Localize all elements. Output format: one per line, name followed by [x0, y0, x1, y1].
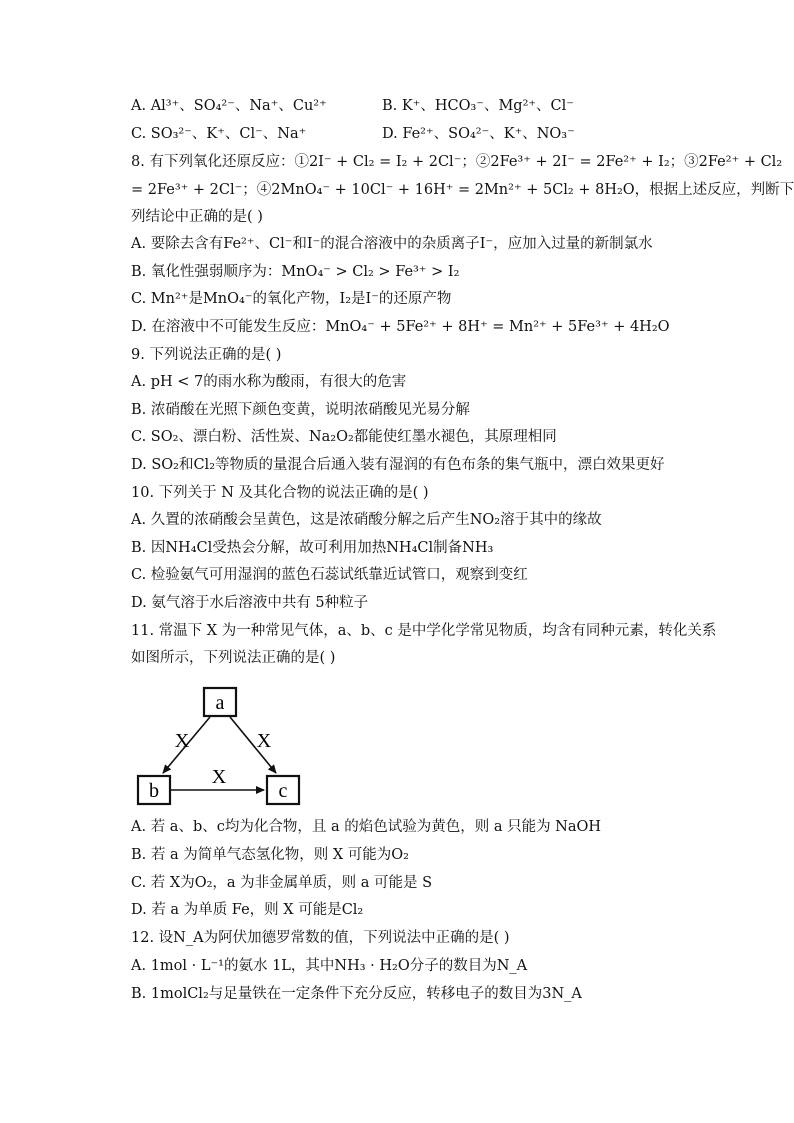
- q10-option-b: B. 因NH₄Cl受热会分解，故可利用加热NH₄Cl制备NH₃: [131, 540, 494, 556]
- conversion-diagram-svg: [130, 680, 310, 810]
- q7-option-a: A. Al³⁺、SO₄²⁻、Na⁺、Cu²⁺: [131, 98, 327, 114]
- q11-stem-line1: 11. 常温下 X 为一种常见气体，a、b、c 是中学化学常见物质，均含有同种元素，转化关系: [131, 623, 717, 639]
- q9-option-c: C. SO₂、漂白粉、活性炭、Na₂O₂都能使红墨水褪色，其原理相同: [131, 429, 557, 445]
- q10-option-a: A. 久置的浓硝酸会呈黄色，这是浓硝酸分解之后产生NO₂溶于其中的缘故: [131, 512, 602, 528]
- q11-stem-line2: 如图所示，下列说法正确的是( ): [131, 650, 336, 666]
- q11-option-d: D. 若 a 为单质 Fe，则 X 可能是Cl₂: [131, 902, 364, 918]
- q7-option-b: B. K⁺、HCO₃⁻、Mg²⁺、Cl⁻: [382, 98, 574, 114]
- q11-option-b: B. 若 a 为简单气态氢化物，则 X 可能为O₂: [131, 847, 409, 863]
- q11-option-c: C. 若 X为O₂，a 为非金属单质，则 a 可能是 S: [131, 875, 433, 891]
- q12-option-a: A. 1mol · L⁻¹的氨水 1L，其中NH₃ · H₂O分子的数目为N_A: [131, 958, 528, 974]
- edge-label-b-c: X: [211, 766, 227, 788]
- q10-option-c: C. 检验氨气可用湿润的蓝色石蕊试纸靠近试管口，观察到变红: [131, 567, 528, 583]
- q9-option-d: D. SO₂和Cl₂等物质的量混合后通入装有湿润的有色布条的集气瓶中，漂白效果更好: [131, 457, 665, 473]
- edge-label-a-b: X: [174, 730, 190, 752]
- q8-stem-line3: 列结论中正确的是( ): [131, 209, 263, 225]
- q8-stem-line2: = 2Fe³⁺ + 2Cl⁻；④2MnO₄⁻ + 10Cl⁻ + 16H⁺ = 2Mn²⁺ + 5Cl₂ + 8H₂O，根据上述反应，判断下: [131, 182, 794, 198]
- q9-stem: 9. 下列说法正确的是( ): [131, 347, 282, 363]
- q12-option-b: B. 1molCl₂与足量铁在一定条件下充分反应，转移电子的数目为3N_A: [131, 986, 582, 1002]
- q8-option-c: C. Mn²⁺是MnO₄⁻的氧化产物，I₂是I⁻的还原产物: [131, 291, 452, 307]
- q10-option-d: D. 氨气溶于水后溶液中共有 5种粒子: [131, 595, 369, 611]
- q8-stem-line1: 8. 有下列氧化还原反应：①2I⁻ + Cl₂ = I₂ + 2Cl⁻；②2Fe³⁺ + 2I⁻ = 2Fe²⁺ + I₂；③2Fe²⁺ + Cl₂: [131, 154, 783, 170]
- node-a-label: a: [215, 692, 225, 714]
- q9-option-a: A. pH < 7的雨水称为酸雨，有很大的危害: [131, 374, 407, 390]
- q11-option-a: A. 若 a、b、c均为化合物，且 a 的焰色试验为黄色，则 a 只能为 NaOH: [131, 819, 602, 835]
- q7-option-d: D. Fe²⁺、SO₄²⁻、K⁺、NO₃⁻: [382, 126, 575, 142]
- q9-option-b: B. 浓硝酸在光照下颜色变黄，说明浓硝酸见光易分解: [131, 402, 470, 418]
- node-b-label: b: [149, 780, 159, 802]
- q7-option-c: C. SO₃²⁻、K⁺、Cl⁻、Na⁺: [131, 126, 307, 142]
- edge-label-a-c: X: [256, 730, 272, 752]
- q10-stem: 10. 下列关于 N 及其化合物的说法正确的是( ): [131, 485, 429, 501]
- node-c-label: c: [278, 780, 288, 802]
- conversion-diagram: [130, 680, 310, 810]
- q8-option-a: A. 要除去含有Fe²⁺、Cl⁻和I⁻的混合溶液中的杂质离子I⁻，应加入过量的新制氯水: [131, 236, 653, 252]
- q8-option-b: B. 氧化性强弱顺序为：MnO₄⁻ > Cl₂ > Fe³⁺ > I₂: [131, 264, 460, 280]
- q12-stem: 12. 设N_A为阿伏加德罗常数的值，下列说法中正确的是( ): [131, 930, 510, 946]
- q8-option-d: D. 在溶液中不可能发生反应：MnO₄⁻ + 5Fe²⁺ + 8H⁺ = Mn²⁺ + 5Fe³⁺ + 4H₂O: [131, 319, 670, 335]
